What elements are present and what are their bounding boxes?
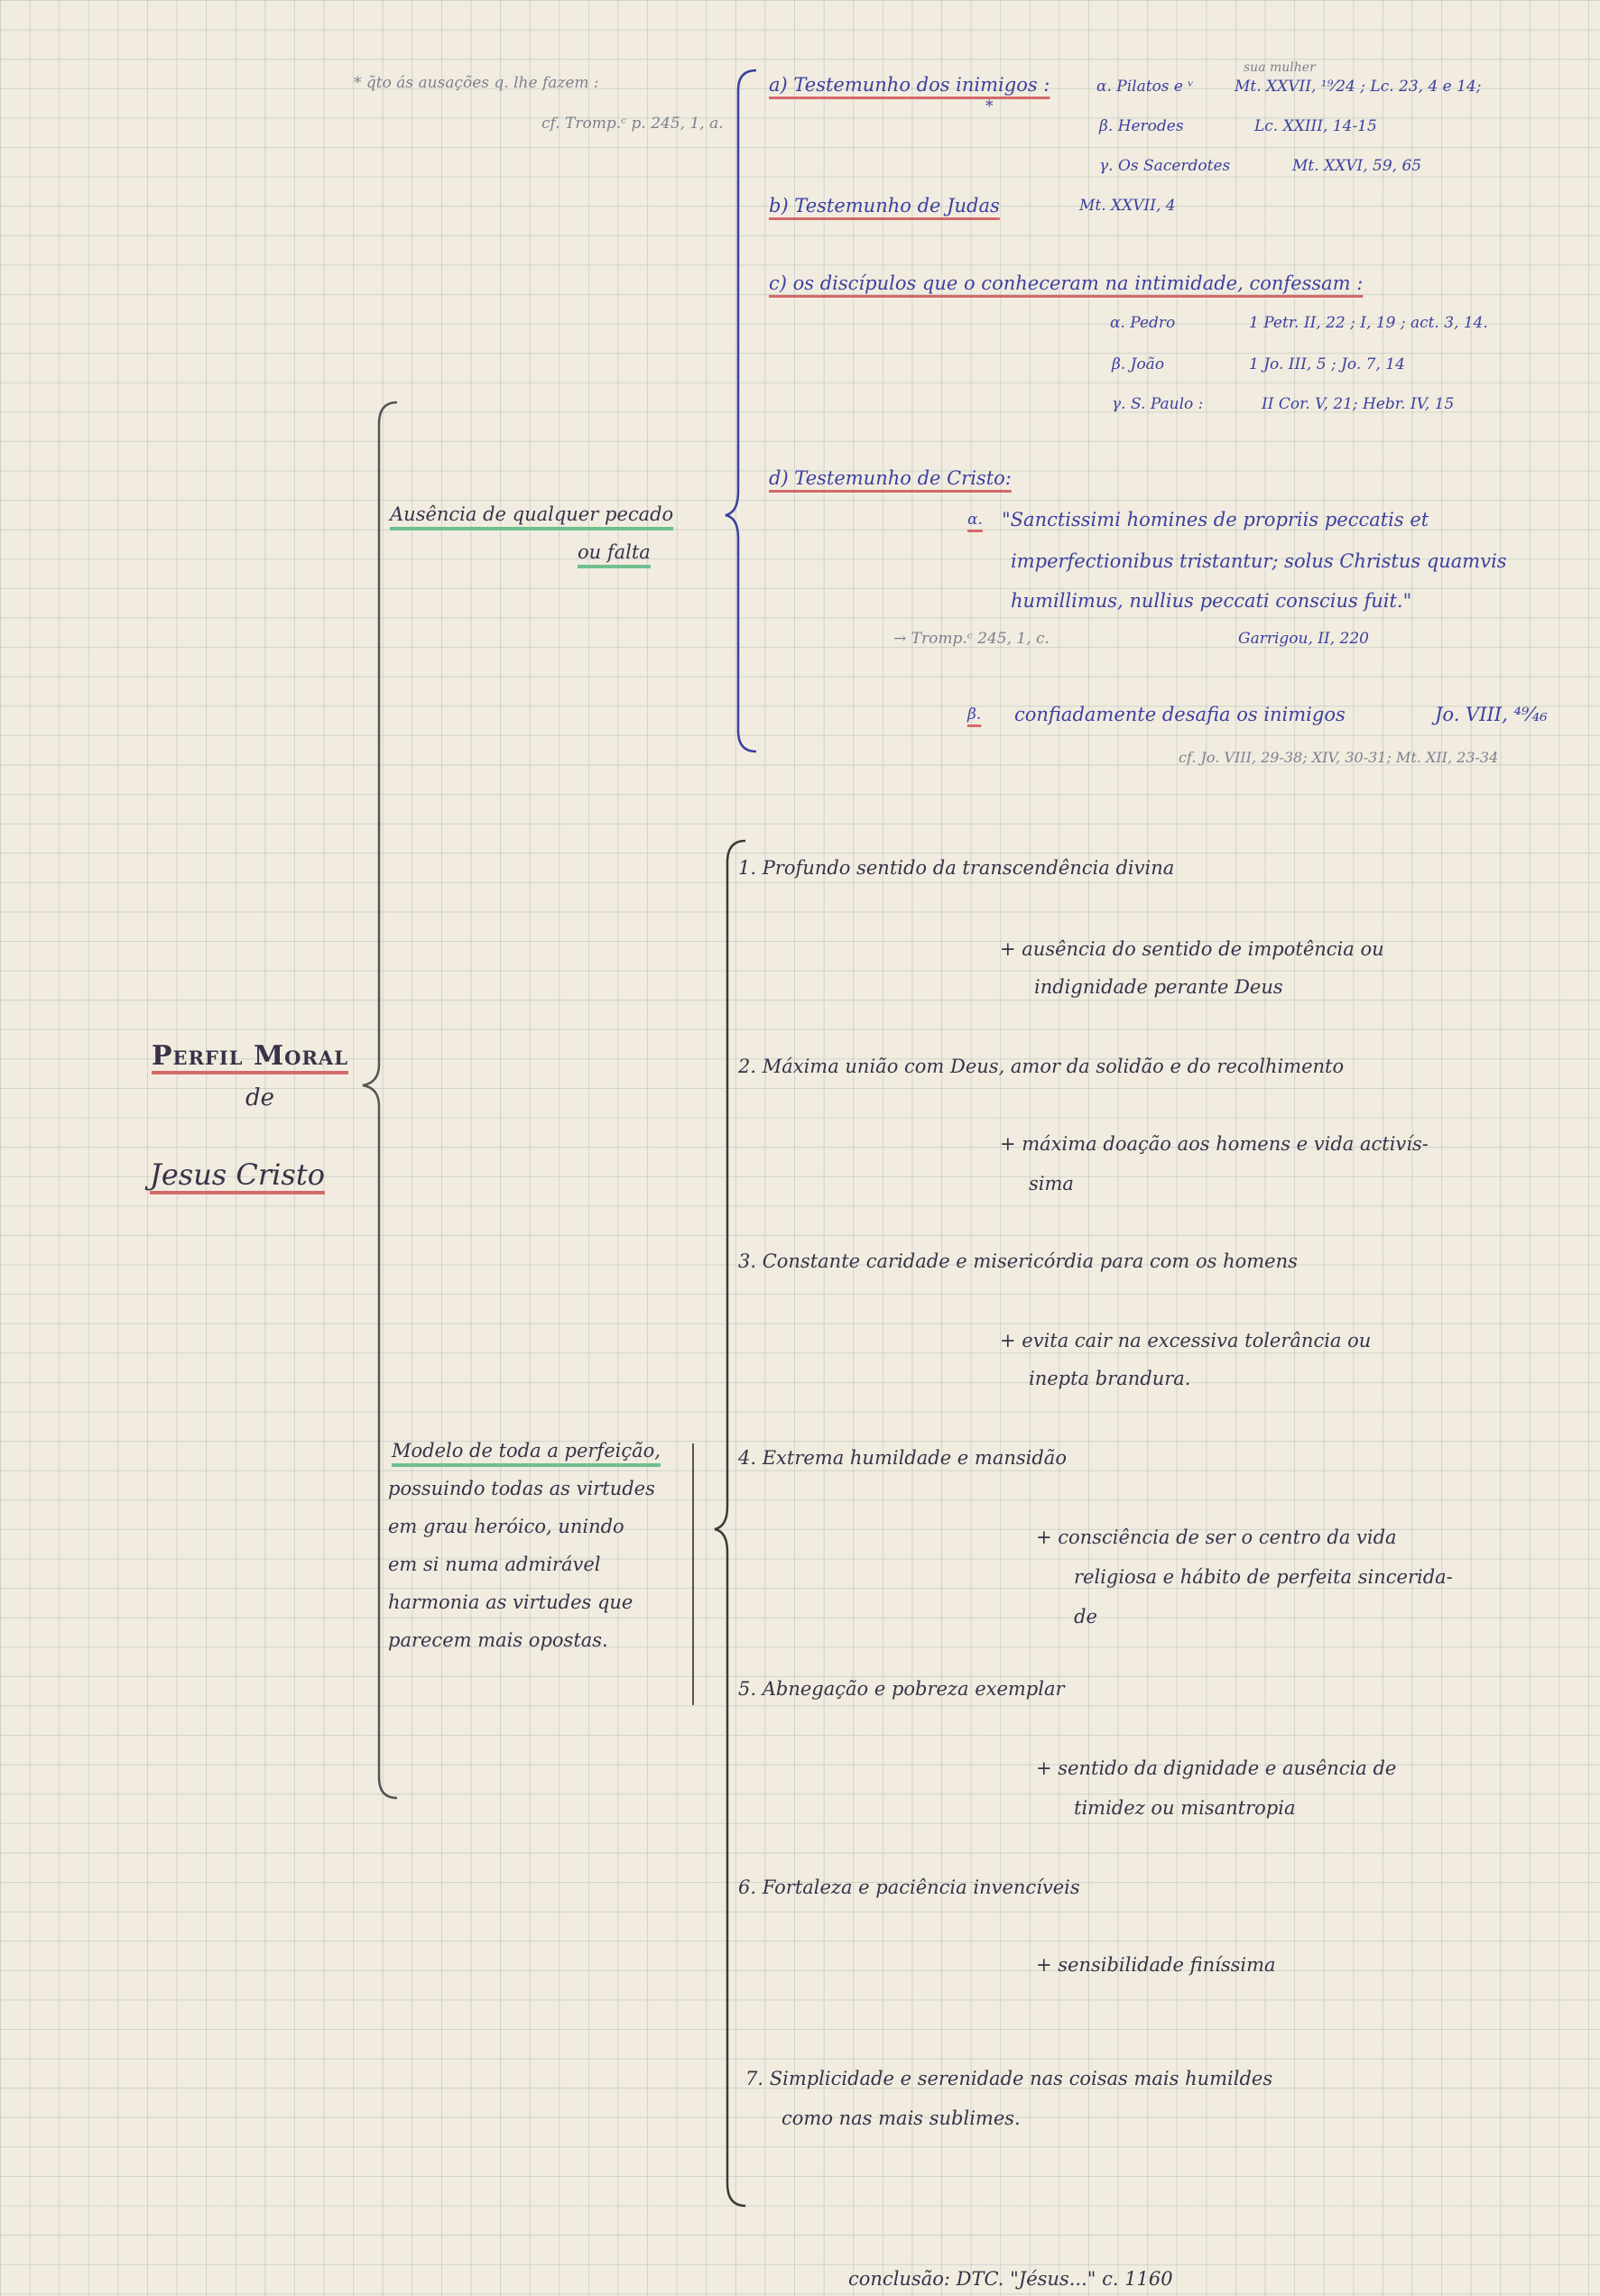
section-c-alpha: α. Pedro [1110,314,1176,332]
section-d-author: Garrigou, II, 220 [1238,630,1369,648]
virtue-3-main: 3. Constante caridade e misericórdia para com os homens [738,1250,1298,1272]
section-b-ref: Mt. XXVII, 4 [1079,197,1176,215]
section-d-cross-ref: → Tromp.ᶜ 245, 1, c. [893,630,1050,648]
virtue-4-plus-line3: de [1074,1606,1097,1627]
section-c-alpha-ref: 1 Petr. II, 22 ; I, 19 ; act. 3, 14. [1249,314,1488,332]
virtue-1-plus-line1: + ausência do sentido de impotência ou [1000,938,1384,960]
section-d-quote-line2: imperfectionibus tristantur; solus Christus quamvis [1011,550,1507,572]
section-c-beta: β. João [1112,355,1165,373]
accusations-note: * q̃to ás ausações q. lhe fazem : [354,74,599,92]
virtue-1-main: 1. Profundo sentido da transcendência divina [738,857,1175,879]
section-d-quote-line3: humillimus, nullius peccati conscius fuit." [1011,590,1412,612]
virtue-7-main-line2: como nas mais sublimes. [782,2107,1021,2129]
section-a-gamma: γ. Os Sacerdotes [1099,157,1231,175]
title-line1: Perfil Moral [152,1040,348,1072]
main-bracket-path [363,402,397,1798]
virtue-3-plus-line1: + evita cair na excessiva tolerância ou [1000,1330,1372,1351]
virtue-5-main: 5. Abnegação e pobreza exemplar [738,1678,1065,1700]
virtue-5-plus-line2: timidez ou misantropia [1074,1797,1296,1819]
virtue-4-main: 4. Extrema humildade e mansidão [738,1447,1067,1469]
title-line2: de [245,1084,275,1111]
branch-sinless-label: Ausência de qualquer pecado [390,503,674,525]
section-c-gamma: γ. S. Paulo : [1112,395,1204,413]
section-d-alpha-marker: α. [967,511,983,529]
section-c-beta-ref: 1 Jo. III, 5 ; Jo. 7, 14 [1249,355,1405,373]
section-c-gamma-ref: II Cor. V, 21; Hebr. IV, 15 [1262,395,1455,413]
virtues-bracket-path [715,841,745,2206]
virtue-4-plus-line2: religiosa e hábito de perfeita sincerida- [1074,1566,1453,1588]
virtue-1-plus-line2: indignidade perante Deus [1034,976,1283,998]
virtue-6-main: 6. Fortaleza e paciência invencíveis [738,1876,1080,1898]
virtue-2-plus-line1: + máxima doação aos homens e vida activís- [1000,1133,1429,1155]
section-b-head: b) Testemunho de Judas [769,195,1000,217]
virtue-2-plus-line2: sima [1029,1173,1074,1194]
virtue-6-plus-line1: + sensibilidade finíssima [1036,1954,1276,1976]
branch-model-line3: em grau heróico, unindo [388,1516,624,1537]
branch-sinless-label-2: ou falta [578,541,651,563]
branch-model-line6: parecem mais opostas. [388,1629,608,1651]
section-d-beta-marker: β. [967,705,982,724]
title-line3: Jesus Cristo [150,1157,325,1192]
branch-model-line4: em si numa admirável [388,1554,601,1575]
sinless-bracket-path [726,70,756,752]
section-a-beta: β. Herodes [1099,117,1184,135]
section-a-alpha: α. Pilatos e ᵛ [1096,78,1194,96]
section-d-head: d) Testemunho de Cristo: [769,467,1012,489]
section-a-beta-ref: Lc. XXIII, 14-15 [1254,117,1377,135]
section-c-head: c) os discípulos que o conheceram na intimidade, confessam : [769,272,1364,294]
section-d-beta-cf: cf. Jo. VIII, 29-38; XIV, 30-31; Mt. XII, 23-34 [1179,749,1499,766]
branch-model-line2: possuindo todas as virtudes [388,1478,655,1499]
branch-model-line1: Modelo de toda a perfeição, [392,1440,661,1462]
section-a-head: a) Testemunho dos inimigos : [769,74,1050,96]
virtue-4-plus-line1: + consciência de ser o centro da vida [1036,1526,1397,1548]
virtue-7-main: 7. Simplicidade e serenidade nas coisas mais humildes [745,2068,1273,2089]
section-a-asterisk: * [985,97,994,115]
virtue-3-plus-line2: inepta brandura. [1029,1368,1191,1389]
virtue-5-plus-line1: + sentido da dignidade e ausência de [1036,1757,1397,1779]
accusations-note-ref: cf. Tromp.ᶜ p. 245, 1, a. [541,115,724,133]
section-a-gamma-ref: Mt. XXVI, 59, 65 [1292,157,1422,175]
section-a-alpha-above: sua mulher [1244,60,1316,75]
branch-model-line5: harmonia as virtudes que [388,1591,634,1613]
section-a-alpha-ref: Mt. XXVII, ¹⁹⁄24 ; Lc. 23, 4 e 14; [1235,78,1482,96]
section-d-quote-line1: "Sanctissimi homines de propriis peccatis et [1002,509,1429,530]
section-d-beta-text: confiadamente desafia os inimigos [1014,704,1346,725]
virtue-2-main: 2. Máxima união com Deus, amor da solidão e do recolhimento [738,1056,1345,1077]
conclusion: conclusão: DTC. "Jésus..." c. 1160 [848,2268,1173,2290]
section-d-beta-ref: Jo. VIII, ⁴⁹⁄₄₆ [1435,704,1548,725]
